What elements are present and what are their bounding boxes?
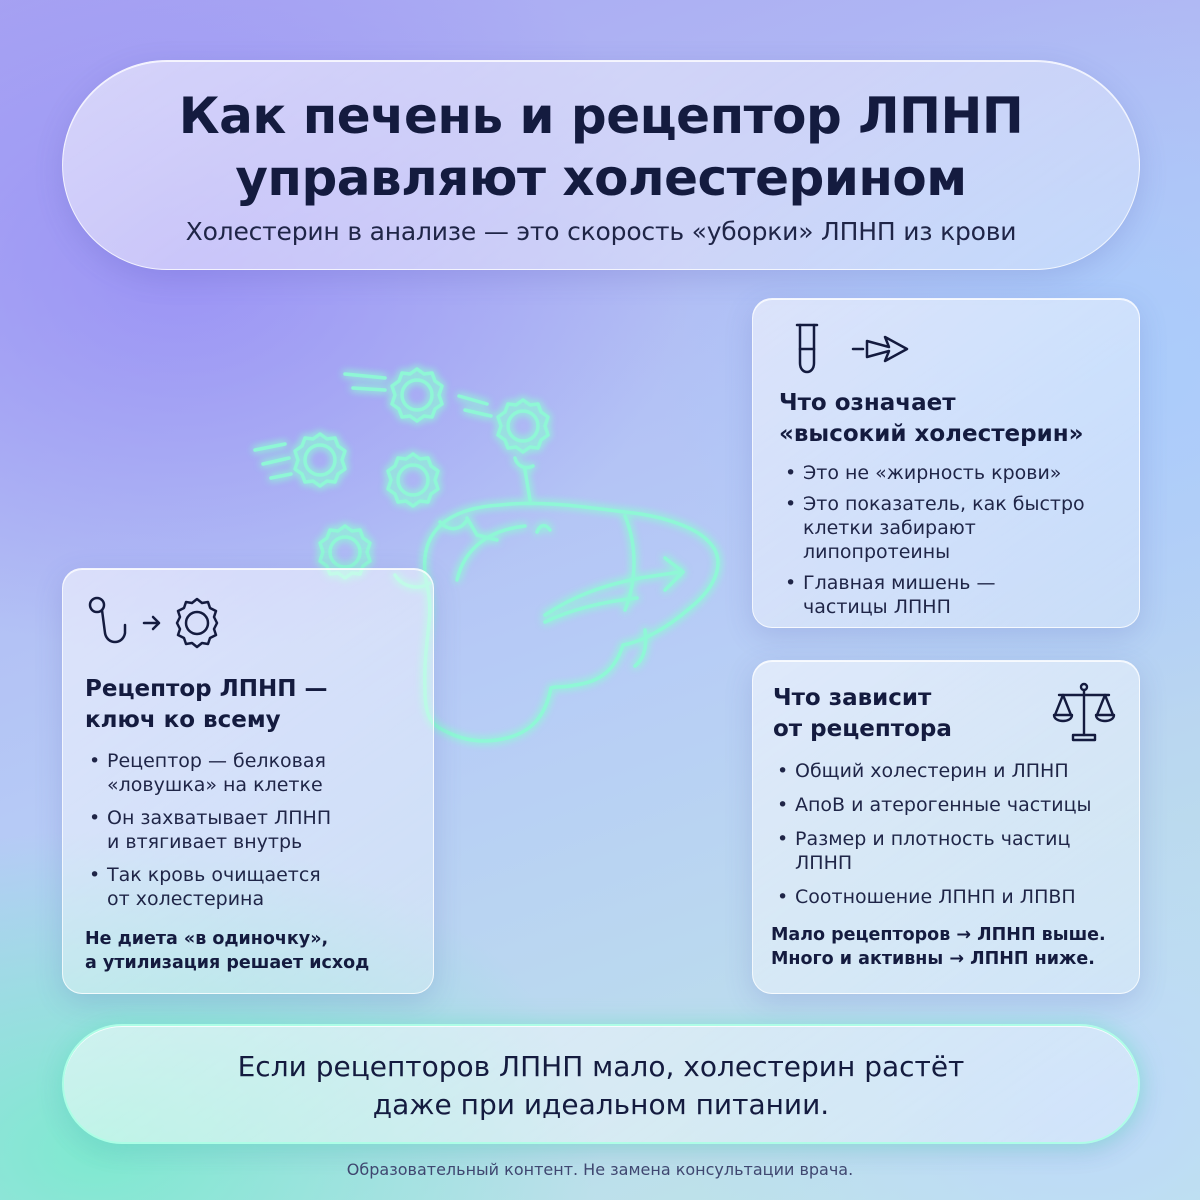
heading-line: «высокий холестерин» [779, 421, 1084, 447]
list-item [775, 793, 1125, 817]
receptor-card-note [85, 927, 425, 975]
list-item-line: • Рецептор — белковая [107, 750, 326, 772]
conclusion-text [64, 1048, 1138, 1124]
list-item-line: • Главная мишень — [803, 572, 996, 594]
high-cholesterol-heading [779, 388, 1129, 450]
note-line: Не диета «в одиночку», [85, 929, 329, 949]
list-item-line: • Размер и плотность частиц [795, 828, 1071, 850]
list-item-line: частицы ЛПНП [803, 596, 951, 618]
list-item-line: • АпоВ и атерогенные частицы [795, 794, 1092, 816]
receptor-card-heading [85, 674, 415, 736]
list-item [87, 749, 417, 797]
receptor-bullet-list [87, 749, 417, 920]
list-item-line: от холестерина [107, 888, 265, 910]
list-item-line: и втягивает внутрь [107, 831, 303, 853]
list-item [775, 885, 1125, 909]
list-item [775, 827, 1125, 875]
list-item-line: липопротеины [803, 541, 951, 563]
page-title [63, 85, 1139, 209]
list-item-line: • Это показатель, как быстро [803, 493, 1085, 515]
list-item [783, 492, 1123, 564]
list-item [783, 461, 1123, 485]
receptor-card [62, 568, 434, 994]
heading-line: Что зависит [773, 685, 932, 711]
scales-icon [1051, 679, 1117, 749]
conclusion-line: Если рецепторов ЛПНП мало, холестерин растёт [237, 1050, 965, 1083]
note-line: Мало рецепторов → ЛПНП выше. [771, 925, 1106, 945]
disclaimer: Образовательный контент. Не замена консультации врача. [346, 1160, 854, 1179]
conclusion-panel [62, 1024, 1140, 1144]
depends-on-receptor-card [752, 660, 1140, 994]
list-item-line: • Общий холестерин и ЛПНП [795, 760, 1069, 782]
list-item-line: • Он захватывает ЛПНП [107, 807, 332, 829]
note-line: а утилизация решает исход [85, 953, 370, 973]
heading-line: Рецептор ЛПНП — [85, 676, 328, 702]
title-line-2: управляют холестерином [235, 149, 967, 207]
list-item-line: ЛПНП [795, 852, 853, 874]
page-subtitle: Холестерин в анализе — это скорость «уборки» ЛПНП из крови [185, 217, 1017, 246]
list-item-line: • Соотношение ЛПНП и ЛПВП [795, 886, 1076, 908]
list-item-line: • Так кровь очищается [107, 864, 321, 886]
list-item [783, 571, 1123, 619]
list-item [775, 759, 1125, 783]
high-cholesterol-card [752, 298, 1140, 628]
heading-line: ключ ко всему [85, 707, 281, 733]
list-item-line: клетки забирают [803, 517, 976, 539]
depends-bullet-list [775, 759, 1125, 919]
list-item-line: • Это не «жирность крови» [803, 462, 1062, 484]
list-item [87, 863, 417, 911]
list-item [87, 806, 417, 854]
high-cholesterol-bullet-list [783, 461, 1123, 626]
liver-outline [425, 503, 718, 740]
depends-heading [773, 683, 1033, 745]
list-item-line: «ловушка» на клетке [107, 774, 323, 796]
receptor-hook-to-particle-icon [87, 593, 227, 657]
conclusion-line: даже при идеальном питании. [372, 1088, 830, 1121]
heading-line: Что означает [779, 390, 956, 416]
heading-line: от рецептора [773, 716, 952, 742]
test-tube-arrow-icon [793, 319, 923, 383]
depends-card-note [771, 923, 1131, 971]
note-line: Много и активны → ЛПНП ниже. [771, 949, 1095, 969]
header-panel [62, 60, 1140, 270]
title-line-1: Как печень и рецептор ЛПНП [178, 87, 1024, 145]
